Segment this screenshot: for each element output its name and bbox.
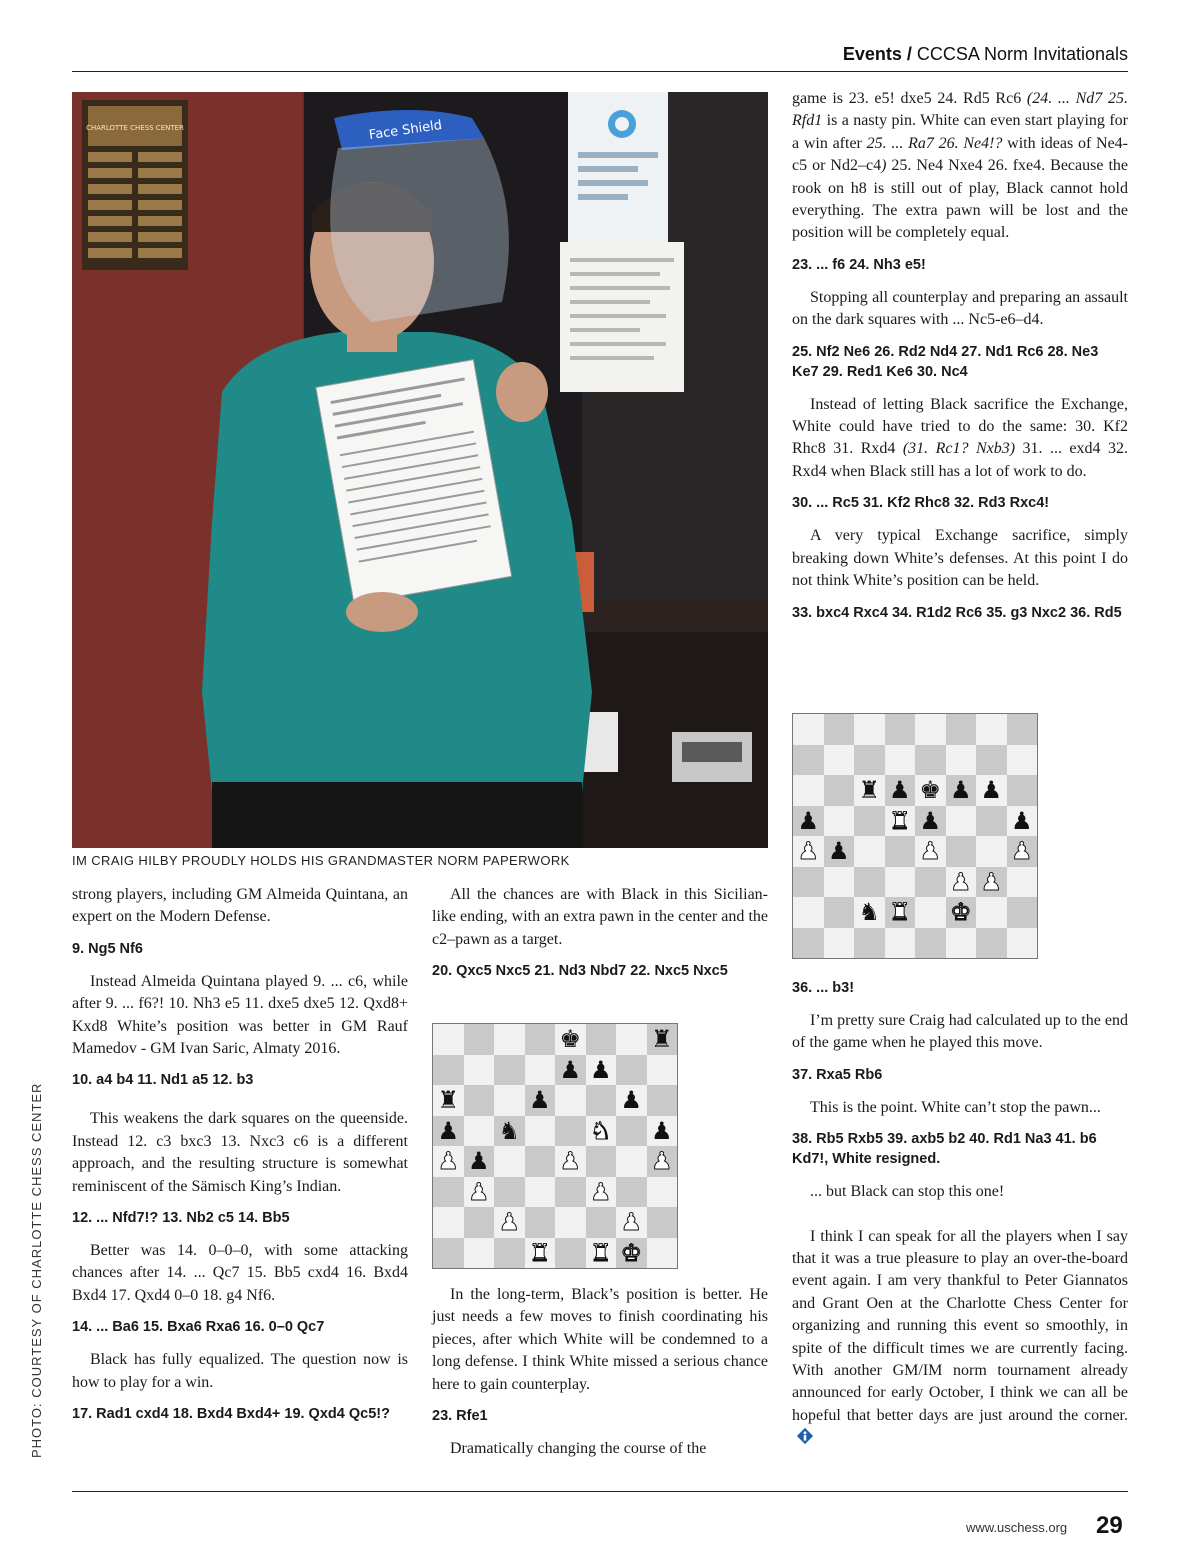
- board-square: [885, 745, 916, 776]
- end-mark-icon: [796, 1427, 814, 1445]
- board-square: [1007, 806, 1038, 837]
- header-section: Events /: [842, 44, 912, 64]
- board-square: [824, 806, 855, 837]
- paragraph: This weakens the dark squares on the queenside. Instead 12. c3 bxc3 13. Nxc3 c6 is a different approach, and the resulting structure is somewhat reminiscent of the Sämisch King’s Indian.: [72, 1110, 408, 1195]
- column-3-lower: [792, 972, 1128, 1460]
- black-pawn-icon: ♟: [620, 1086, 642, 1115]
- board-square: [793, 867, 824, 898]
- board-square: [555, 1207, 586, 1238]
- board-square: [946, 928, 977, 959]
- black-pawn-icon: ♟: [797, 806, 819, 835]
- board-square: [976, 714, 1007, 745]
- paragraph: Stopping all counterplay and preparing an assault on the dark squares with ... Nc5-e6–d4.: [792, 288, 1128, 329]
- header-title: CCCSA Norm Invitationals: [916, 44, 1128, 64]
- board-square: [976, 806, 1007, 837]
- board-square: [915, 928, 946, 959]
- black-pawn-icon: ♟: [467, 1147, 490, 1176]
- board-square: [885, 714, 916, 745]
- paragraph: Instead Almeida Quintana played 9. ... c6, while after 9. ... f6?! 10. Nh3 e5 11. dxe5 dxe5 12. Qxd8+ Kxd8 White’s position was better in GM Rauf Mamedov - GM Ivan Saric, Almaty 2016.: [72, 972, 408, 1058]
- board-square: [586, 1146, 617, 1177]
- board-square: [946, 775, 977, 806]
- board-square: [464, 1238, 495, 1269]
- board-square: [793, 928, 824, 959]
- board-square: [976, 897, 1007, 928]
- board-square: [976, 775, 1007, 806]
- paragraph: I’m pretty sure Craig had calculated up to the end of the game when he played this move.: [792, 1012, 1128, 1052]
- board-square: [555, 1085, 586, 1116]
- running-header: [843, 44, 1128, 65]
- board-square: [885, 806, 916, 837]
- board-square: [525, 1238, 556, 1269]
- white-pawn-icon: ♟: [797, 837, 819, 866]
- white-pawn-icon: ♟: [589, 1177, 612, 1206]
- move-heading: 12. ... Nfd7!? 13. Nb2 c5 14. Bb5: [72, 1210, 290, 1227]
- white-rook-icon: ♜: [888, 898, 911, 927]
- board-square: [1007, 897, 1038, 928]
- board-square: [946, 806, 977, 837]
- column-1: [72, 884, 408, 1436]
- column-2: [432, 884, 768, 993]
- white-pawn-icon: ♟: [498, 1208, 520, 1237]
- board-square: [647, 1146, 678, 1177]
- board-square: [555, 1116, 586, 1147]
- board-square: [525, 1085, 556, 1116]
- board-square: [885, 928, 916, 959]
- text-run: with ideas of Ne4-c5 or Nd2–c4: [792, 134, 1128, 175]
- paragraph: Better was 14. 0–0–0, with some attacking chances after 14. ... Qc7 15. Bb5 cxd4 16. Bxd4 Bxd4 17. Qxd4 0–0 18. g4 Nf6.: [72, 1242, 408, 1304]
- board-square: [464, 1207, 495, 1238]
- italic-run: (31. Rc1? Nxb3): [902, 440, 1016, 458]
- paragraph: ... but Black can stop this one!: [810, 1183, 1005, 1201]
- board-square: [494, 1085, 525, 1116]
- board-square: [525, 1055, 556, 1086]
- paragraph: This is the point. White can’t stop the pawn...: [810, 1098, 1101, 1116]
- board-square: [464, 1055, 495, 1086]
- board-square: [976, 928, 1007, 959]
- text-run: 25. Ne4 Nxe4 26. fxe4. Because the rook on h8 is still out of play, Black cannot hold everything. The extra pawn will be lost and the position will be completely equal.: [792, 157, 1129, 242]
- paragraph: All the chances are with Black in this Sicilian-like ending, with an extra pawn in the center and the c2–pawn as a target.: [432, 886, 768, 948]
- move-heading: 23. Rfe1: [432, 1408, 488, 1425]
- board-square: [824, 836, 855, 867]
- board-square: [824, 867, 855, 898]
- board-square: [946, 714, 977, 745]
- board-square: [616, 1085, 647, 1116]
- move-heading: 9. Ng5 Nf6: [72, 940, 143, 957]
- black-pawn-icon: ♟: [528, 1086, 551, 1115]
- board-square: [433, 1085, 464, 1116]
- board-square: [525, 1207, 556, 1238]
- board-square: [586, 1116, 617, 1147]
- board-square: [586, 1238, 617, 1269]
- black-rook-icon: ♜: [858, 776, 880, 805]
- board-square: [586, 1085, 617, 1116]
- board-square: [433, 1146, 464, 1177]
- board-square: [824, 745, 855, 776]
- board-square: [647, 1055, 678, 1086]
- white-pawn-icon: ♟: [1010, 837, 1033, 866]
- text-run: 31. ... exd4 32. Rxd4 when Black still has a lot of work to do.: [792, 440, 1128, 480]
- chess-diagram-2: [792, 713, 1038, 959]
- board-square: [793, 745, 824, 776]
- board-square: [915, 836, 946, 867]
- board-square: [586, 1024, 617, 1055]
- board-square: [976, 867, 1007, 898]
- board-square: [525, 1116, 556, 1147]
- board-square: [464, 1146, 495, 1177]
- move-heading: 10. a4 b4 11. Nd1 a5 12. b3: [72, 1072, 254, 1089]
- board-square: [793, 897, 824, 928]
- black-rook-icon: ♜: [650, 1025, 673, 1054]
- board-square: [433, 1055, 464, 1086]
- text-run: game is 23. e5! dxe5 24. Rd5 Rc6: [792, 90, 1027, 107]
- move-heading: 33. bxc4 Rxc4 34. R1d2 Rc6 35. g3 Nxc2 36. Rd5: [792, 604, 1122, 621]
- board-square: [494, 1238, 525, 1269]
- board-square: [793, 714, 824, 745]
- white-pawn-icon: ♟: [919, 837, 941, 866]
- board-square: [854, 836, 885, 867]
- black-pawn-icon: ♟: [949, 776, 972, 805]
- black-king-icon: ♚: [919, 776, 941, 805]
- board-square: [854, 897, 885, 928]
- board-square: [824, 897, 855, 928]
- board-square: [915, 714, 946, 745]
- board-square: [555, 1177, 586, 1208]
- board-square: [946, 897, 977, 928]
- board-square: [433, 1024, 464, 1055]
- black-pawn-icon: ♟: [919, 806, 941, 835]
- board-square: [555, 1238, 586, 1269]
- white-rook-icon: ♜: [888, 806, 911, 835]
- board-square: [946, 867, 977, 898]
- board-square: [464, 1085, 495, 1116]
- paragraph: Black has fully equalized. The question now is how to play for a win.: [72, 1351, 408, 1391]
- black-rook-icon: ♜: [437, 1086, 459, 1115]
- board-square: [464, 1024, 495, 1055]
- paragraph: In the long-term, Black’s position is better. He just needs a few moves to finish coordinating his pieces, after which White will be condemned to a long defense. I think White missed a serious chance here to gain counterplay.: [432, 1286, 768, 1393]
- footer-rule: [72, 1491, 1128, 1492]
- board-square: [433, 1207, 464, 1238]
- move-heading: 17. Rad1 cxd4 18. Bxd4 Bxd4+ 19. Qxd4 Qc5!?: [72, 1406, 390, 1423]
- black-pawn-icon: ♟: [888, 776, 911, 805]
- board-square: [824, 928, 855, 959]
- black-knight-icon: ♞: [498, 1116, 520, 1145]
- board-square: [494, 1116, 525, 1147]
- board-square: [946, 745, 977, 776]
- white-rook-icon: ♜: [589, 1238, 612, 1267]
- board-square: [616, 1055, 647, 1086]
- board-square: [824, 714, 855, 745]
- board-square: [647, 1177, 678, 1208]
- board-square: [885, 775, 916, 806]
- board-square: [1007, 714, 1038, 745]
- board-square: [586, 1177, 617, 1208]
- move-heading: 36. ... b3!: [792, 980, 855, 996]
- paragraph: [792, 88, 1128, 245]
- black-pawn-icon: ♟: [1010, 806, 1033, 835]
- text-run: Instead of letting Black sacrifice the Exchange, White could have tried to do the same: 30. Kf2 Rhc8 31. Rxd4: [792, 395, 1128, 458]
- board-square: [494, 1024, 525, 1055]
- board-square: [494, 1207, 525, 1238]
- white-pawn-icon: ♟: [980, 867, 1002, 896]
- board-square: [976, 836, 1007, 867]
- board-square: [915, 897, 946, 928]
- board-square: [885, 836, 916, 867]
- board-square: [793, 836, 824, 867]
- move-heading: 20. Qxc5 Nxc5 21. Nd3 Nbd7 22. Nxc5 Nxc5: [432, 963, 728, 980]
- column-2-lower: [432, 1284, 768, 1470]
- board-square: [1007, 928, 1038, 959]
- board-square: [1007, 775, 1038, 806]
- board-square: [854, 745, 885, 776]
- board-square: [793, 775, 824, 806]
- board-square: [854, 928, 885, 959]
- text-run: I think I can speak for all the players when I say that it was a true pleasure to play an over-the-board event again. I am very thankful to Peter Giannatos and Grant Oen at the Charlotte Chess Center for organizing and running this event so smoothly, in spite of the difficult times we are currently facing. With another GM/IM norm tournament already announced for early October, I think we can all be hopeful that better days are just around the corner.: [792, 1227, 1128, 1424]
- paragraph: strong players, including GM Almeida Quintana, an expert on the Modern Defense.: [72, 886, 408, 926]
- white-pawn-icon: ♟: [949, 867, 972, 896]
- board-square: [915, 806, 946, 837]
- board-square: [586, 1055, 617, 1086]
- white-king-icon: ♚: [949, 898, 972, 927]
- footer-url: www.uschess.org: [966, 1520, 1068, 1535]
- board-square: [854, 775, 885, 806]
- paragraph: [792, 1226, 1128, 1450]
- black-pawn-icon: ♟: [437, 1116, 459, 1145]
- board-square: [616, 1024, 647, 1055]
- board-square: [586, 1207, 617, 1238]
- white-king-icon: ♚: [620, 1238, 642, 1267]
- board-square: [525, 1146, 556, 1177]
- board-square: [494, 1146, 525, 1177]
- chess-diagram-1: [432, 1023, 678, 1269]
- photo-caption: IM CRAIG HILBY PROUDLY HOLDS HIS GRANDMASTER NORM PAPERWORK: [72, 853, 570, 868]
- paragraph: [792, 394, 1128, 484]
- italic-run: ): [881, 157, 887, 175]
- text-run: is a nasty pin. White can even start playing for a win after: [792, 112, 1128, 152]
- white-rook-icon: ♜: [528, 1238, 551, 1267]
- board-square: [915, 867, 946, 898]
- move-heading: 25. Nf2 Ne6 26. Rd2 Nd4 27. Nd1 Rc6 28. Ne3 Ke7 29. Red1 Ke6 30. Nc4: [792, 343, 1099, 380]
- board-square: [494, 1177, 525, 1208]
- white-knight-icon: ♞: [589, 1116, 612, 1145]
- white-pawn-icon: ♟: [559, 1147, 581, 1176]
- white-pawn-icon: ♟: [467, 1177, 490, 1206]
- plaque-text: CHARLOTTE CHESS CENTER: [86, 124, 184, 132]
- white-pawn-icon: ♟: [620, 1208, 642, 1237]
- board-square: [647, 1116, 678, 1147]
- board-square: [647, 1085, 678, 1116]
- paragraph: Dramatically changing the course of the: [450, 1440, 707, 1458]
- face-shield-text: Face Shield: [368, 117, 443, 144]
- board-square: [616, 1207, 647, 1238]
- black-pawn-icon: ♟: [589, 1055, 612, 1084]
- board-square: [616, 1177, 647, 1208]
- board-square: [854, 806, 885, 837]
- board-square: [824, 775, 855, 806]
- board-square: [647, 1024, 678, 1055]
- board-square: [555, 1024, 586, 1055]
- board-square: [1007, 745, 1038, 776]
- article-photo: [72, 92, 768, 848]
- board-square: [525, 1024, 556, 1055]
- board-square: [555, 1146, 586, 1177]
- italic-run: (24. ... Nd7 25. Rfd1: [792, 90, 1129, 130]
- board-square: [885, 897, 916, 928]
- board-square: [616, 1116, 647, 1147]
- column-3: [792, 88, 1128, 635]
- board-square: [946, 836, 977, 867]
- board-square: [616, 1146, 647, 1177]
- board-square: [555, 1055, 586, 1086]
- board-square: [464, 1177, 495, 1208]
- black-pawn-icon: ♟: [650, 1116, 673, 1145]
- white-pawn-icon: ♟: [650, 1147, 673, 1176]
- move-heading: 30. ... Rc5 31. Kf2 Rhc8 32. Rd3 Rxc4!: [792, 495, 1050, 512]
- board-square: [915, 745, 946, 776]
- black-pawn-icon: ♟: [980, 776, 1002, 805]
- board-square: [525, 1177, 556, 1208]
- move-heading: 37. Rxa5 Rb6: [792, 1066, 883, 1083]
- board-square: [647, 1238, 678, 1269]
- board-square: [647, 1207, 678, 1238]
- white-pawn-icon: ♟: [437, 1147, 459, 1176]
- black-pawn-icon: ♟: [827, 837, 850, 866]
- board-square: [854, 867, 885, 898]
- black-king-icon: ♚: [559, 1025, 581, 1054]
- header-rule: [72, 71, 1128, 72]
- paragraph: A very typical Exchange sacrifice, simply breaking down White’s defenses. At this point I do not think White’s position can be held.: [792, 527, 1128, 590]
- photo-credit: PHOTO: COURTESY OF CHARLOTTE CHESS CENTER: [29, 1082, 44, 1458]
- black-pawn-icon: ♟: [559, 1055, 581, 1084]
- board-square: [464, 1116, 495, 1147]
- board-square: [976, 745, 1007, 776]
- board-square: [1007, 867, 1038, 898]
- move-heading: 14. ... Ba6 15. Bxa6 Rxa6 16. 0–0 Qc7: [72, 1319, 325, 1336]
- board-square: [616, 1238, 647, 1269]
- board-square: [793, 806, 824, 837]
- board-square: [1007, 836, 1038, 867]
- board-square: [433, 1238, 464, 1269]
- page-number: 29: [1096, 1512, 1123, 1539]
- board-square: [885, 867, 916, 898]
- board-square: [433, 1177, 464, 1208]
- board-square: [433, 1116, 464, 1147]
- board-square: [494, 1055, 525, 1086]
- board-square: [854, 714, 885, 745]
- black-knight-icon: ♞: [858, 898, 880, 927]
- italic-run: 25. ... Ra7 26. Ne4!?: [866, 134, 1003, 152]
- move-heading: 38. Rb5 Rxb5 39. axb5 b2 40. Rd1 Na3 41. b6 Kd7!, White resigned.: [792, 1131, 1097, 1168]
- move-heading: 23. ... f6 24. Nh3 e5!: [792, 256, 926, 273]
- board-square: [915, 775, 946, 806]
